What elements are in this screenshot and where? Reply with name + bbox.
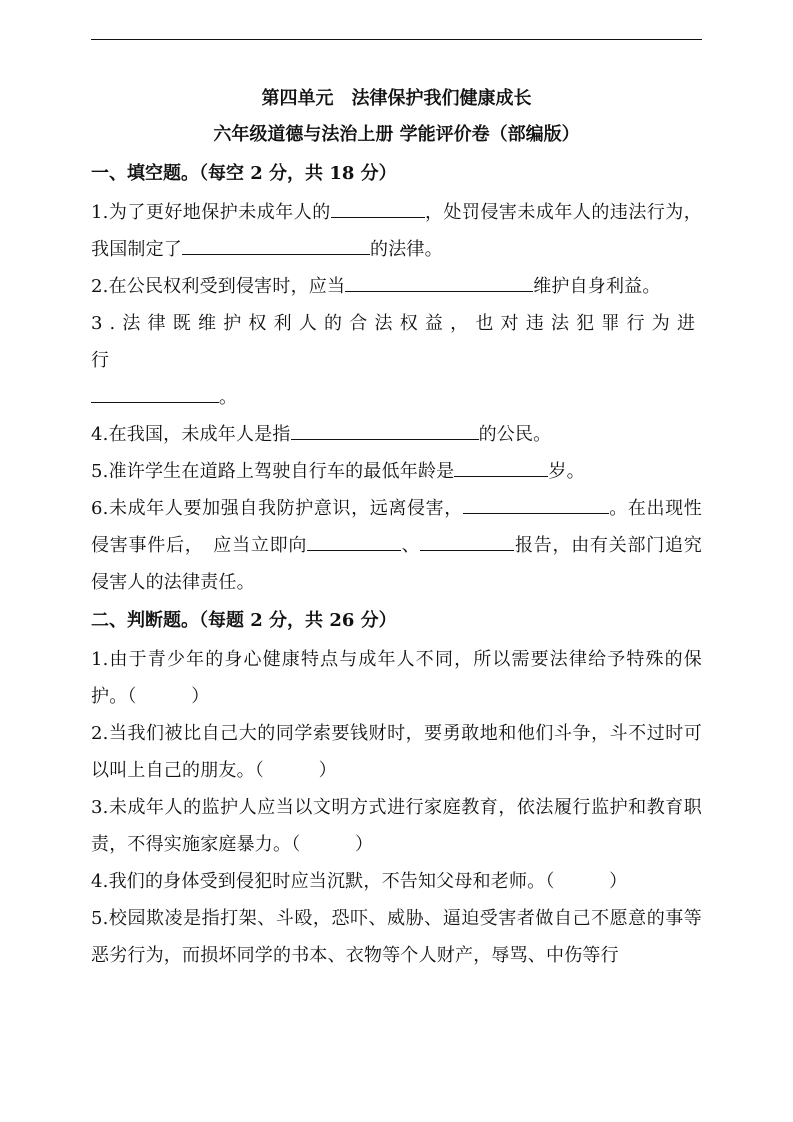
question-text: 6.未成年人要加强自我防护意识，远离侵害， [91,498,463,519]
judge-question-1: 1.由于青少年的身心健康特点与成年人不同，所以需要法律给予特殊的保护。（ ） [91,649,702,707]
question-text: 1.为了更好地保护未成年人的 [91,202,331,223]
fill-question-4 [91,416,702,453]
fill-question-1 [91,194,702,268]
answer-blank[interactable] [331,203,425,218]
answer-blank[interactable] [420,536,514,551]
section-fill-in-heading: 一、填空题。（每空 2 分，共 18 分） [91,163,397,184]
fill-question-5 [91,453,702,490]
fill-question-6 [91,490,702,601]
question-text: 3.法律既维护权利人的合法权益，也对违法犯罪行为进行 [91,313,702,371]
question-text: 、 [401,535,421,556]
section-true-false-heading: 二、判断题。（每题 2 分，共 26 分） [91,610,397,631]
answer-blank[interactable] [291,425,479,440]
question-text: 的法律。 [370,239,443,260]
judge-question-3: 3.未成年人的监护人应当以文明方式进行家庭教育，依法履行监护和教育职责，不得实施家庭暴力。（ ） [91,797,702,855]
exam-subtitle: 六年级道德与法治上册 学能评价卷（部编版） [213,124,580,145]
unit-title: 第四单元 法律保护我们健康成长 [261,88,532,109]
question-text: 4.在我国，未成年人是指 [91,424,291,445]
question-text: 报告，由有关部门追究侵害人的法律责任。 [91,535,703,593]
answer-blank[interactable] [182,240,370,255]
document-body [91,84,702,974]
fill-question-3 [91,305,702,416]
answer-blank[interactable] [91,388,219,403]
question-text: 。 [219,387,238,408]
question-text: 5.准许学生在道路上驾驶自行车的最低年龄是 [91,461,455,482]
header-rule [91,39,702,40]
answer-blank[interactable] [454,462,548,477]
question-text: 岁。 [548,461,585,482]
answer-blank[interactable] [307,536,401,551]
question-text: ，处罚侵害未成年人的违法行为，我国制定了 [91,202,702,260]
question-text: 的公民。 [478,424,552,445]
question-text: 维护自身利益。 [533,276,661,297]
fill-question-2 [91,268,702,305]
answer-blank[interactable] [463,499,609,514]
question-text: 2.在公民权利受到侵害时，应当 [91,276,346,297]
answer-blank[interactable] [345,277,533,292]
question-text: 。在出现性侵害事件后， 应当立即向 [91,498,702,556]
judge-question-4: 4.我们的身体受到侵犯时应当沉默，不告知父母和老师。（ ） [91,871,628,892]
judge-question-2: 2.当我们被比自己大的同学索要钱财时，要勇敢地和他们斗争，斗不过时可以叫上自己的朋友。（ ） [91,723,702,781]
judge-question-5: 5.校园欺凌是指打架、斗殴，恐吓、威胁、逼迫受害者做自己不愿意的事等恶劣行为，而损坏同学的书本、衣物等个人财产，辱骂、中伤等行 [91,908,702,966]
